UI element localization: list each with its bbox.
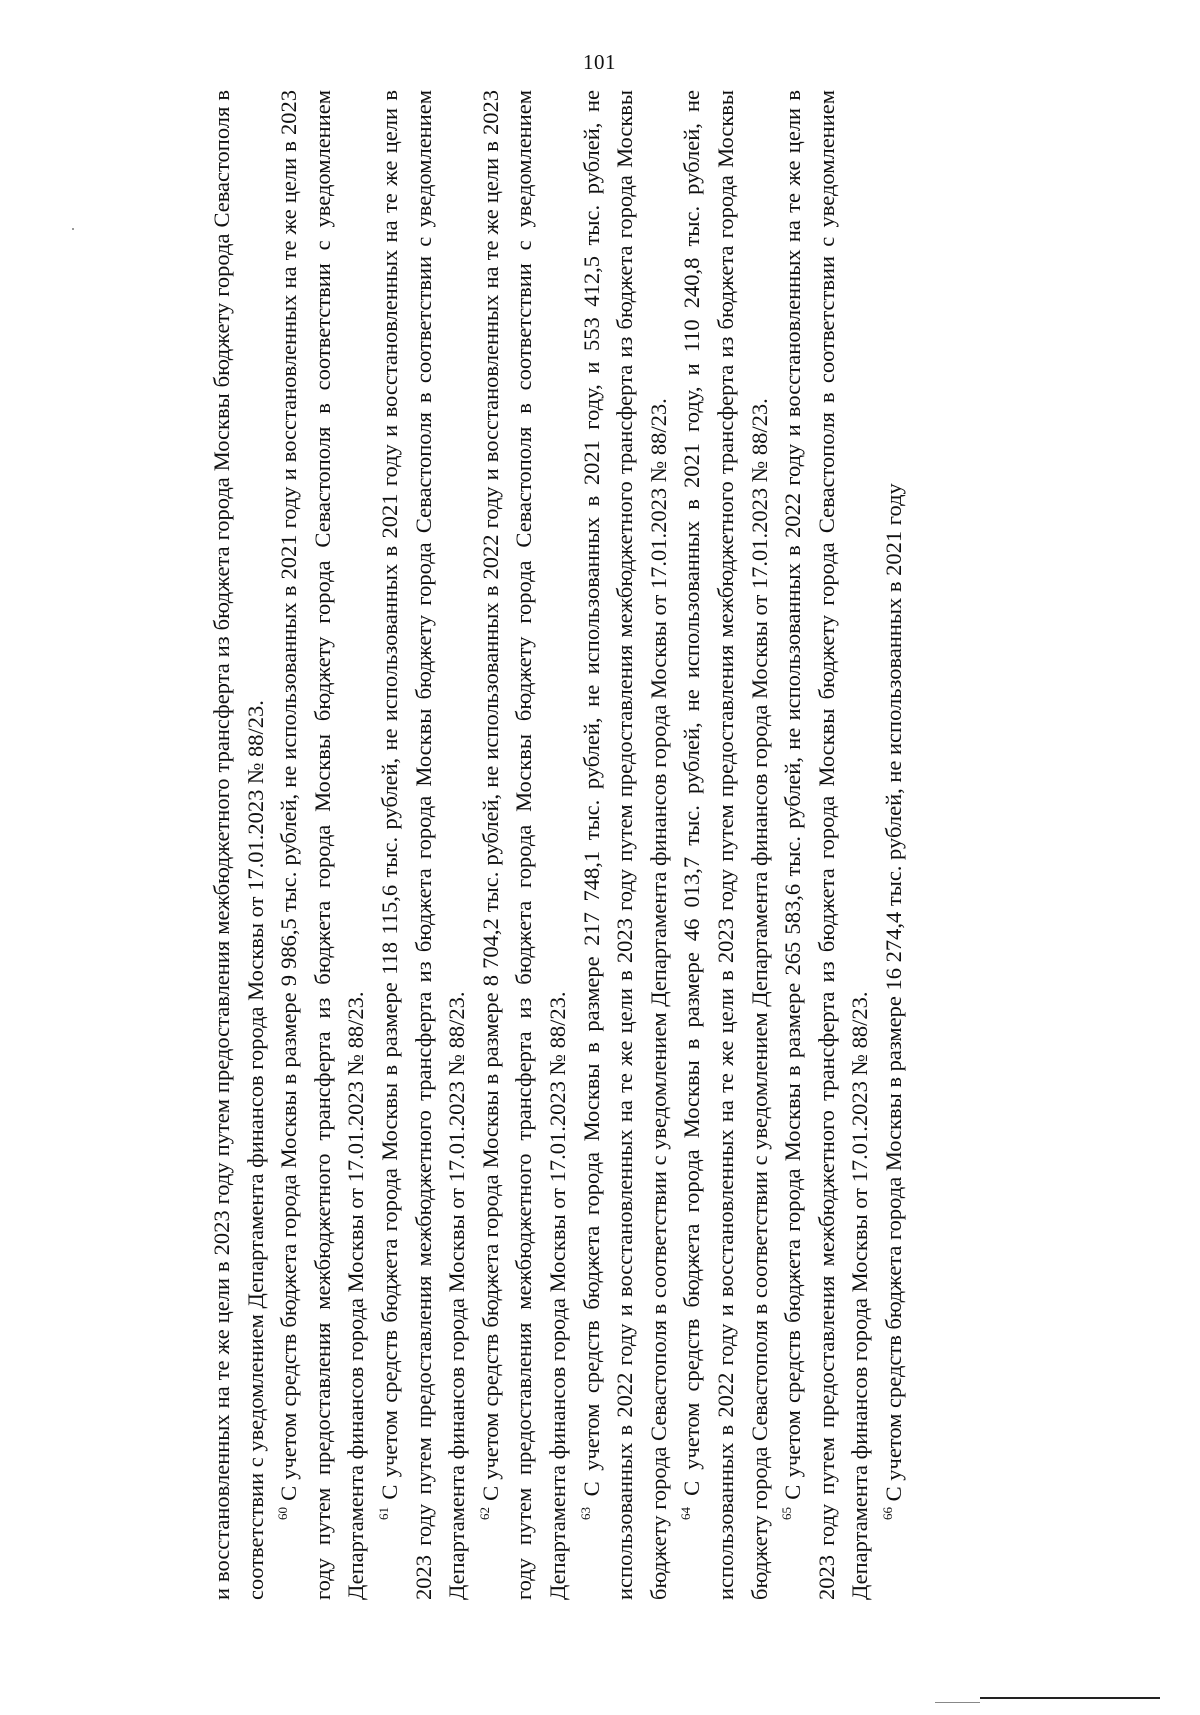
- footnote-66: [877, 90, 911, 1600]
- footnote-number: 64: [678, 1507, 694, 1520]
- footnote-63: [575, 90, 676, 1600]
- footnote-number: 66: [879, 1507, 895, 1520]
- scan-artifact-line: [935, 1702, 980, 1703]
- footnote-text: С учетом средств бюджета города Москвы в размере 46 013,7 тыс. рублей, не использованных в 2021 году, и 110 240,8 тыс. рублей, не использованных в 2022 году и восстановленных на те же цели в 2023 году путем предоставления межбюджетного трансферта из бюджета города Москвы бюджету города Севастополя в соответствии с уведомлением Департамента финансов города Москвы от 17.01.2023 № 88/23.: [679, 90, 772, 1600]
- footnote-61: [373, 90, 474, 1600]
- footnote-number: 65: [779, 1507, 795, 1520]
- footnote-62: [474, 90, 575, 1600]
- page-number: 101: [583, 50, 616, 74]
- footnote-text: С учетом средств бюджета города Москвы в размере 9 986,5 тыс. рублей, не использованных в 2021 году и восстановленных на те же цели в 2023 году путем предоставления межбюджетного трансферта из бюджета города Москвы бюджету города Севастополя в соответствии с уведомлением Департамента финансов города Москвы от 17.01.2023 № 88/23.: [276, 90, 369, 1600]
- footnote-text: С учетом средств бюджета города Москвы в размере 265 583,6 тыс. рублей, не использованных в 2022 году и восстановленных на те же цели в 2023 году путем предоставления межбюджетного трансферта из бюджета города Москвы бюджету города Севастополя в соответствии с уведомлением Департамента финансов города Москвы от 17.01.2023 № 88/23.: [780, 90, 873, 1600]
- footnote-number: 62: [476, 1507, 492, 1520]
- footnote-60: [272, 90, 373, 1600]
- footnote-text: С учетом средств бюджета города Москвы в размере 118 115,6 тыс. рублей, не использованных в 2021 году и восстановленных на те же цели в 2023 году путем предоставления межбюджетного трансферта из бюджета города Москвы бюджету города Севастополя в соответствии с уведомлением Департамента финансов города Москвы от 17.01.2023 № 88/23.: [376, 90, 470, 1600]
- footnote-continuation: и восстановленных на те же цели в 2023 году путем предоставления межбюджетного трансферта из бюджета города Москвы бюджету города Севастополя в соответствии с уведомлением Департамента финансов города Москвы от 17.01.2023 № 88/23.: [209, 90, 268, 1600]
- scan-dust-speck: [72, 228, 74, 230]
- footnote-64: [675, 90, 776, 1600]
- footnote-number: 60: [275, 1507, 291, 1520]
- footnote-number: 61: [375, 1507, 391, 1520]
- footnote-text: С учетом средств бюджета города Москвы в размере 217 748,1 тыс. рублей, не использованных в 2021 году, и 553 412,5 тыс. рублей, не использованных в 2022 году и восстановленных на те же цели в 2023 году путем предоставления межбюджетного трансферта из бюджета города Москвы бюджету города Севастополя в соответствии с уведомлением Департамента финансов города Москвы от 17.01.2023 № 88/23.: [578, 90, 671, 1600]
- footnote-65: [776, 90, 877, 1600]
- footnote-number: 63: [577, 1507, 593, 1520]
- rotated-page-frame: [205, 90, 1130, 1600]
- footnote-text: С учетом средств бюджета города Москвы в размере 8 704,2 тыс. рублей, не использованных в 2022 году и восстановленных на те же цели в 2023 году путем предоставления межбюджетного трансферта из бюджета города Москвы бюджету города Севастополя в соответствии с уведомлением Департамента финансов города Москвы от 17.01.2023 № 88/23.: [477, 90, 570, 1600]
- footnote-text: С учетом средств бюджета города Москвы в размере 16 274,4 тыс. рублей, не использованных в 2021 году: [880, 483, 906, 1502]
- footer-rule: [980, 1697, 1160, 1699]
- footnotes-body: [205, 90, 1130, 1600]
